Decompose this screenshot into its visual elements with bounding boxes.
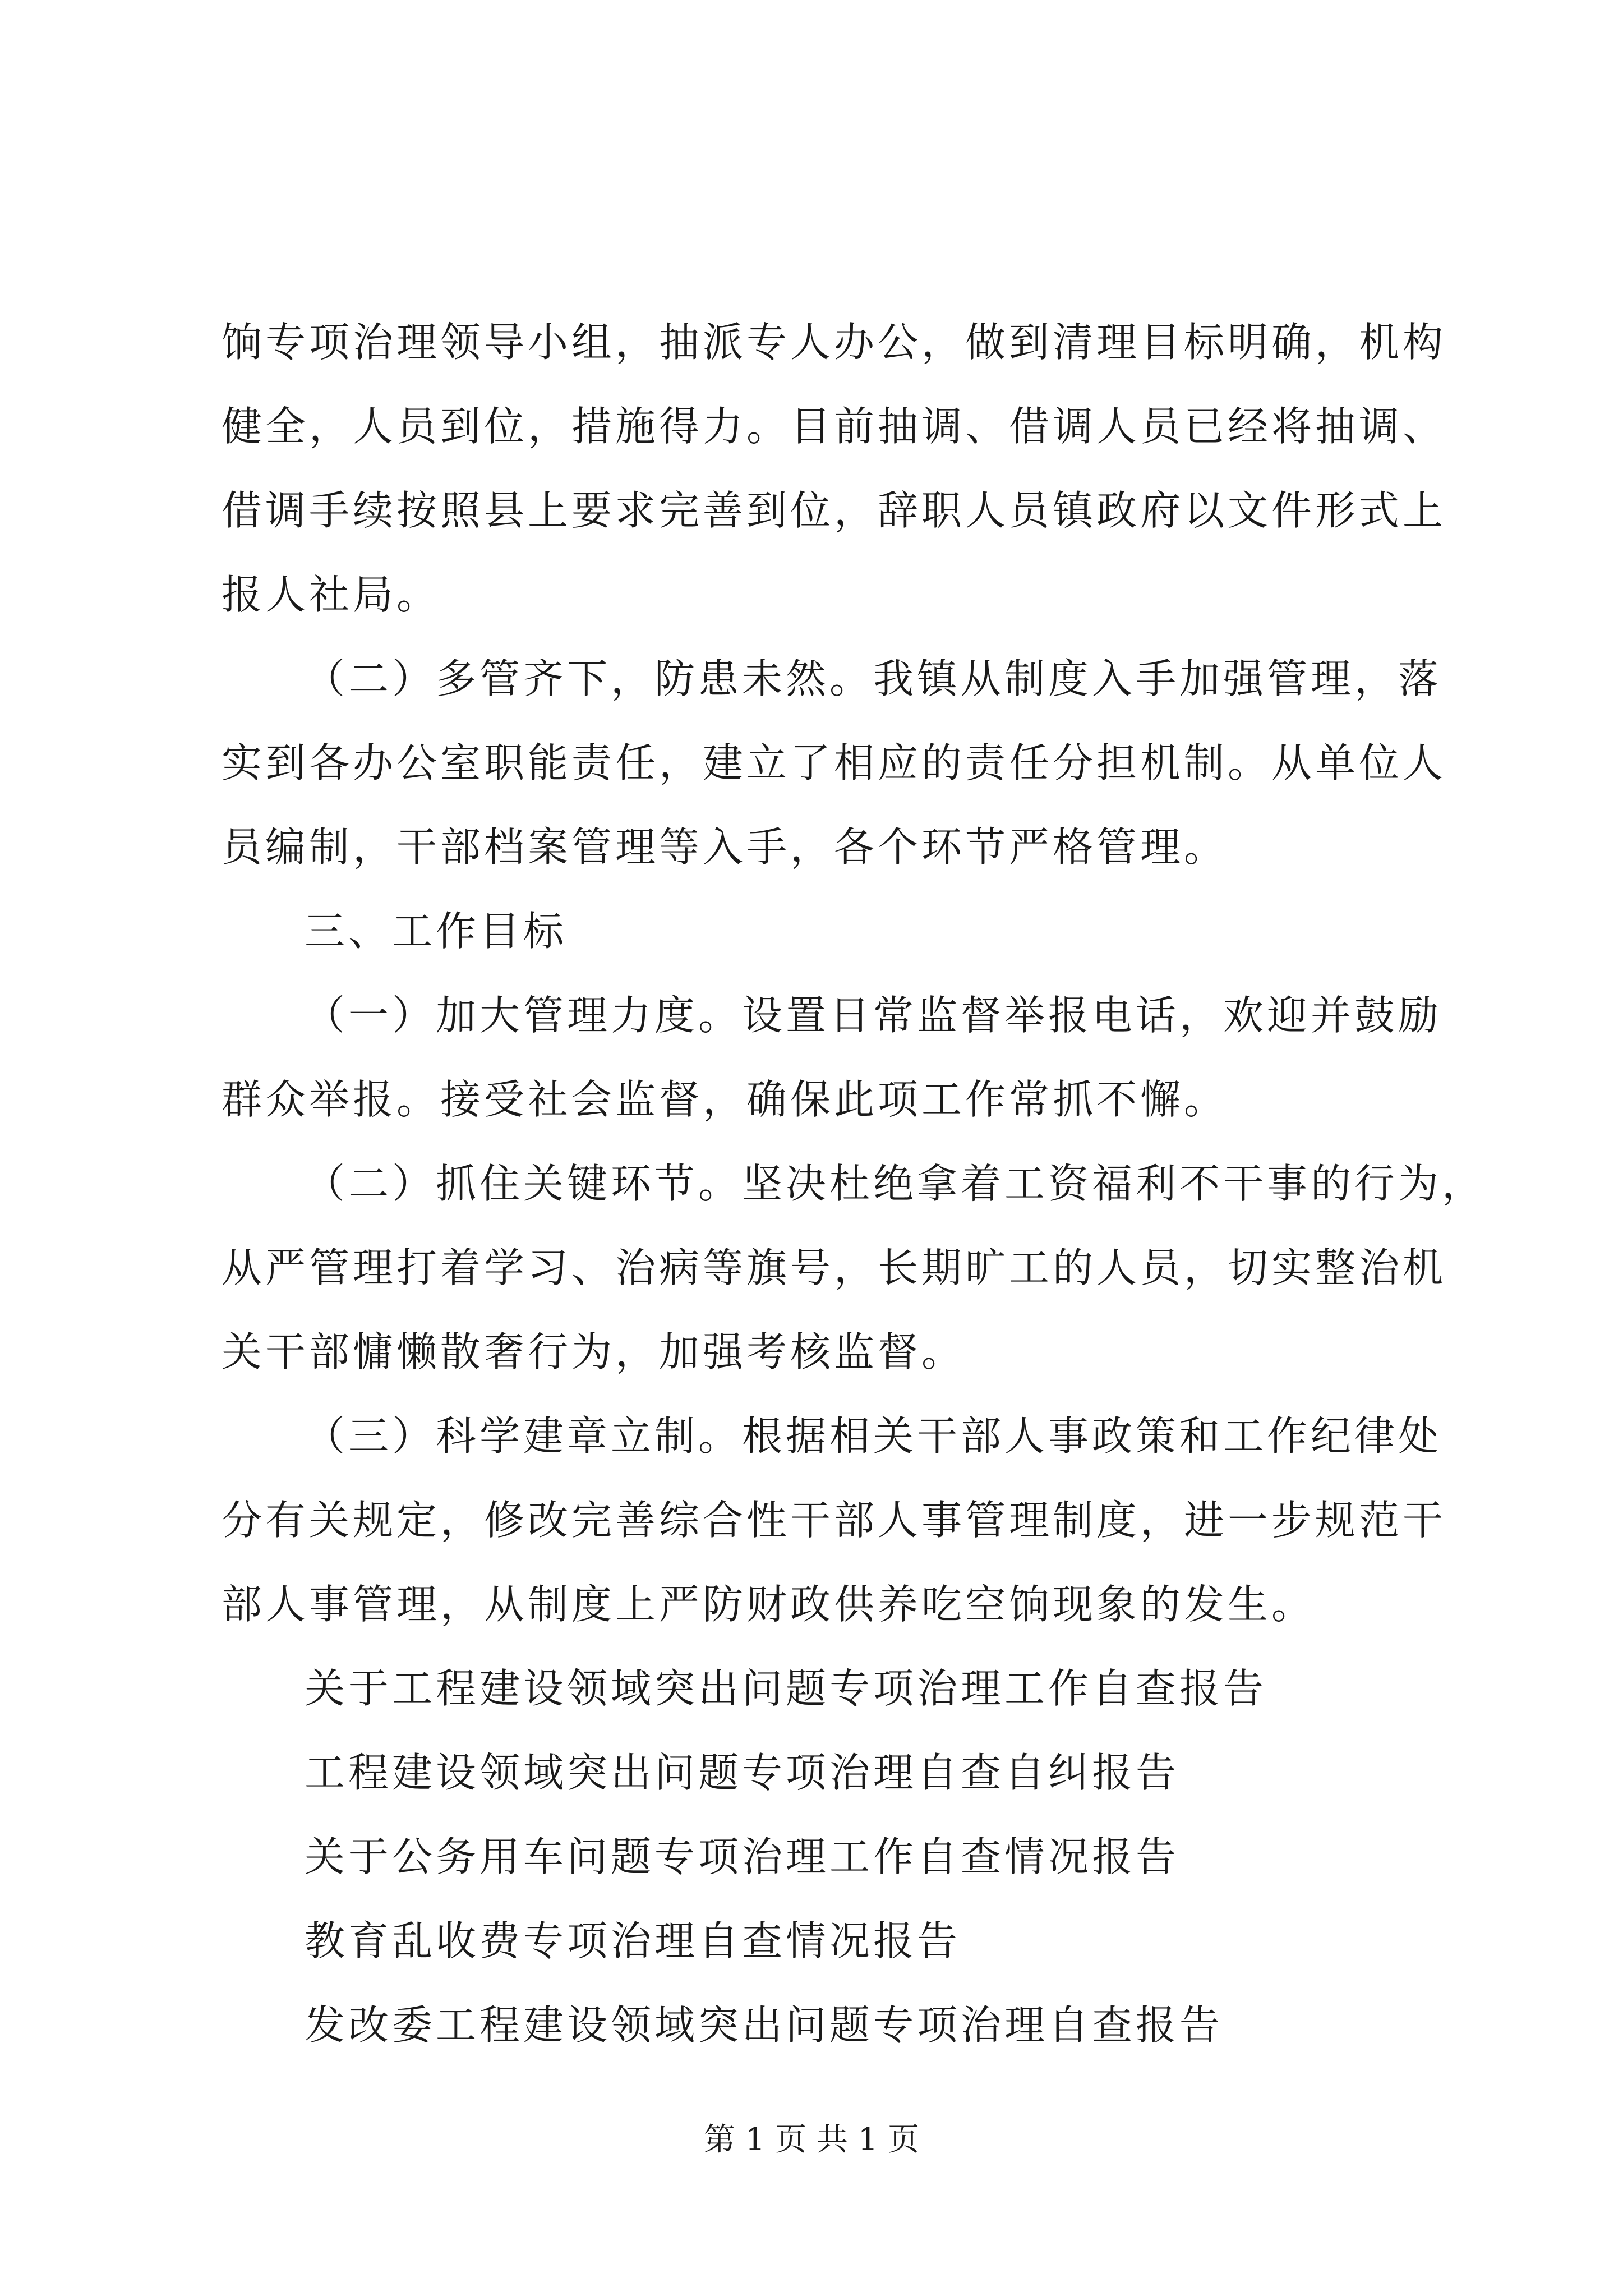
text-line: 从严管理打着学习、治病等旗号，长期旷工的人员，切实整治机 <box>222 1244 1447 1291</box>
text-line: 饷专项治理领导小组，抽派专人办公，做到清理目标明确，机构 <box>222 319 1447 366</box>
related-links-list <box>222 1646 1410 2067</box>
text-line: 员编制，干部档案管理等入手，各个环节严格管理。 <box>222 823 1228 871</box>
text-line: 部人事管理，从制度上严防财政供养吃空饷现象的发生。 <box>222 1581 1316 1628</box>
text-line: 借调手续按照县上要求完善到位，辞职人员镇政府以文件形式上 <box>222 487 1447 534</box>
paragraph-section-2 <box>222 637 1447 889</box>
paragraph-goal-1 <box>222 973 1442 1142</box>
text-line: （二）抓住关键环节。坚决杜绝拿着工资福利不干事的行为， <box>305 1160 1486 1207</box>
text-line: （一）加大管理力度。设置日常监督举报电话，欢迎并鼓励 <box>305 992 1442 1039</box>
related-link[interactable]: 发改委工程建设领域突出问题专项治理自查报告 <box>305 2001 1224 2049</box>
text-line: 报人社局。 <box>222 571 441 618</box>
document-body <box>222 300 1486 2067</box>
paragraph-continuation <box>222 300 1447 637</box>
text-line: 分有关规定，修改完善综合性干部人事管理制度，进一步规范干 <box>222 1497 1447 1544</box>
related-link[interactable]: 工程建设领域突出问题专项治理自查自纠报告 <box>305 1749 1180 1796</box>
text-line: 关干部慵懒散奢行为，加强考核监督。 <box>222 1328 966 1375</box>
page-footer: 第 1 页 共 1 页 <box>703 2122 920 2158</box>
text-line: （二）多管齐下，防患未然。我镇从制度入手加强管理，落 <box>305 655 1442 702</box>
text-line: 健全，人员到位，措施得力。目前抽调、借调人员已经将抽调、 <box>222 403 1447 450</box>
text-line: 实到各办公室职能责任，建立了相应的责任分担机制。从单位人 <box>222 739 1447 786</box>
text-line: （三）科学建章立制。根据相关干部人事政策和工作纪律处 <box>305 1412 1442 1460</box>
related-link[interactable]: 关于工程建设领域突出问题专项治理工作自查报告 <box>305 1665 1267 1712</box>
section-heading: 三、工作目标 <box>305 908 568 955</box>
text-line: 群众举报。接受社会监督，确保此项工作常抓不懈。 <box>222 1076 1228 1123</box>
paragraph-goal-2 <box>222 1142 1486 1394</box>
related-link[interactable]: 教育乱收费专项治理自查情况报告 <box>305 1917 961 1964</box>
paragraph-goal-3 <box>222 1394 1447 1646</box>
related-link[interactable]: 关于公务用车问题专项治理工作自查情况报告 <box>305 1833 1180 1880</box>
